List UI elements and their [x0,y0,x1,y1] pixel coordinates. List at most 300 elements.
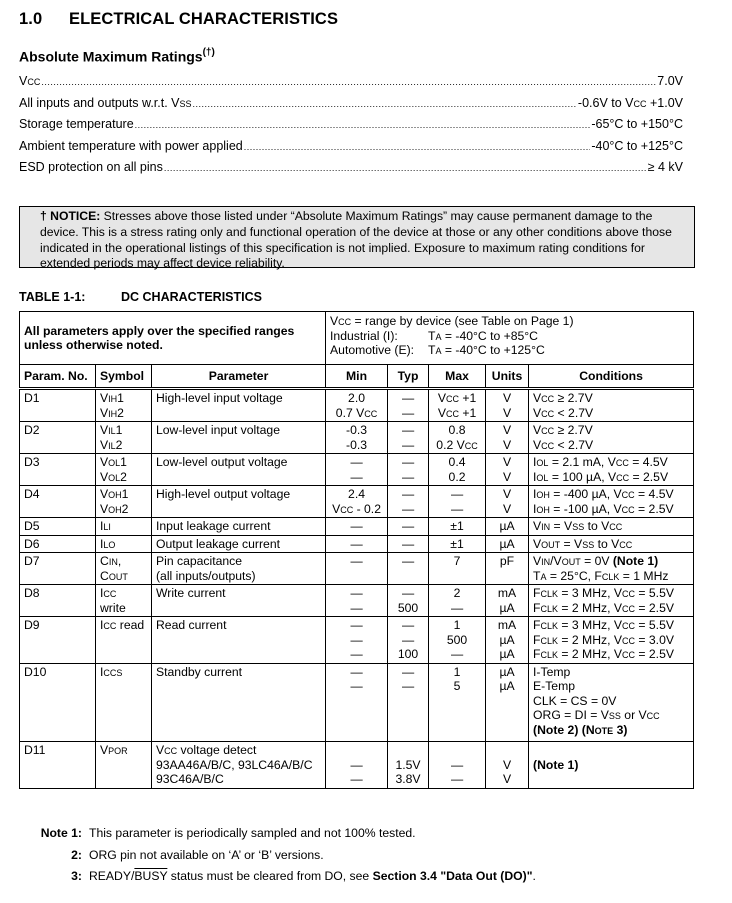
cell-min [326,422,388,454]
cell-units [486,454,529,486]
cell-parameter [152,454,326,486]
cell-line: VCC voltage detect [156,743,257,757]
cell-parameter [152,585,326,617]
notice-box [19,206,695,271]
cell-param [20,422,96,454]
cell-line: ILO [100,536,116,551]
cell-conditions [529,617,694,664]
cell-line: IOH = -100 µA, VCC = 2.5V [533,501,674,516]
table-title: DC CHARACTERISTICS [121,290,262,304]
note-text: This parameter is periodically sampled and not 100% tested. [89,826,416,840]
cell-line: CLK = CS = 0V [533,693,617,708]
cell-line: µA [499,647,515,661]
rating-value: -65°C to +150°C [591,117,683,131]
note-label: Note 1: [40,826,82,840]
cell-line: VOH2 [100,501,129,516]
cell-line: V [502,501,512,516]
cell-conditions [529,742,694,789]
cell-line: ±1 [450,536,464,551]
cell-max [429,454,486,486]
cell-line: V [502,391,512,405]
table-row [20,518,694,536]
cell-line: — [401,554,415,568]
rating-value: 7.0V [657,74,683,88]
cell-line: D10 [24,664,47,679]
rating-value: -40°C to +125°C [591,138,683,153]
cell-max [429,486,486,518]
cell-line: — [350,632,363,647]
table-row [20,486,694,518]
cell-units [486,535,529,553]
cell-line: VOL1 [100,455,127,469]
cell-line: µA [499,536,515,551]
cell-line: Pin capacitance [156,554,243,568]
table-notes [36,826,536,891]
cell-min [326,742,388,789]
cell-line: VCC - 0.2 [332,501,381,516]
cell-line: — [401,679,415,693]
cell-line: D9 [24,618,40,632]
cell-line: 93AA46A/B/C, 93LC46A/B/C [156,757,313,772]
cell-line: — [350,772,363,786]
cell-line: V [502,772,512,786]
cell-units [486,585,529,617]
cell-typ [388,486,429,518]
cell-line: µA [499,679,515,693]
cell-line: VCC ≥ 2.7V [533,391,593,405]
cell-line: 1 [453,618,461,632]
vcc-range-text: VCC = range by device (see Table on Page 1) [330,314,574,328]
cell-line: VOH1 [100,487,129,501]
cell-line: IOL = 100 µA, VCC = 2.5V [533,469,669,484]
cell-line: IOH = -400 µA, VCC = 4.5V [533,487,674,501]
cell-line: 0.4 [448,455,466,469]
rating-row [19,117,683,139]
rating-value: ≥ 4 kV [647,160,683,174]
cell-line: write [100,600,126,615]
header-symbol: Symbol [96,365,152,389]
table-number: TABLE 1-1: [19,290,86,304]
rating-value: -0.6V to VCC +1.0V [577,95,683,110]
table-row [20,454,694,486]
cell-line: IOL = 2.1 mA, VCC = 4.5V [533,455,668,469]
cell-line: FCLK = 3 MHz, VCC = 5.5V [533,618,674,632]
cell-line: (Note 1) [533,757,579,772]
cell-symbol [96,617,152,664]
dot-leader [164,163,647,173]
cell-line: D5 [24,519,40,533]
cell-line: 100 [397,647,419,661]
cell-line: ICC read [100,618,145,632]
cell-line: FCLK = 2 MHz, VCC = 2.5V [533,600,674,615]
cell-conditions [529,535,694,553]
cell-line: VIL2 [100,437,123,452]
cell-min [326,617,388,664]
cell-line: VIL1 [100,423,123,437]
table-row [20,422,694,454]
cell-line: — [401,391,415,405]
cell-conditions [529,454,694,486]
cell-line: — [450,600,464,615]
rating-label: ESD protection on all pins [19,160,163,174]
cell-min [326,535,388,553]
cell-line: 93C46A/B/C [156,772,224,786]
cell-line: VCC +1 [437,391,477,405]
cell-line: V [502,455,512,469]
cell-typ [388,454,429,486]
table-row [20,617,694,664]
cell-line: ICC [100,586,117,600]
note-label: 3: [71,869,82,883]
cell-parameter [152,535,326,553]
cell-line: VOUT = VSS to VCC [533,536,633,551]
notice-text: Stresses above those listed under “Absolute Maximum Ratings” may cause permanent damage to the device. This is a stress rating only and functional operation of the device at those or any other conditions above those indicated in the operational listings of this specification is not implied. Exposure to maximum rating conditions for extended periods may affect device reliability. [40,209,672,271]
cell-line: µA [499,600,515,615]
cell-line: — [401,437,415,452]
cell-min [326,663,388,742]
cell-line: — [350,469,363,484]
cell-units [486,617,529,664]
section-number: 1.0 [19,10,43,28]
cell-typ [388,422,429,454]
cell-line: — [350,586,363,600]
cell-min [326,389,388,422]
rating-row [19,160,683,182]
cell-param [20,486,96,518]
header-param-no: Param. No. [20,365,96,389]
cell-line [330,743,383,758]
cell-line: V [502,437,512,452]
cell-line: Standby current [156,664,243,679]
cell-symbol [96,585,152,617]
cell-line: D4 [24,487,40,501]
cell-line: — [350,455,363,469]
cell-line: — [450,772,464,786]
intro-right-cell [326,312,694,365]
cell-max [429,422,486,454]
cell-max [429,617,486,664]
cell-line: µA [499,519,515,533]
cell-line: 5 [453,679,461,693]
cell-line: D8 [24,586,40,600]
cell-line: 3.8V [395,772,421,786]
cell-param [20,454,96,486]
cell-line: — [401,423,415,437]
cell-units [486,518,529,536]
cell-line: 2 [453,586,461,600]
cell-line: ICCS [100,664,123,679]
cell-line: FCLK = 2 MHz, VCC = 3.0V [533,632,674,647]
automotive-value: TA = -40°C to +125°C [428,343,545,357]
cell-line: — [350,618,363,632]
dagger-superscript: (†) [202,47,215,58]
cell-parameter [152,617,326,664]
cell-symbol [96,454,152,486]
cell-line: µA [499,632,515,647]
cell-symbol [96,663,152,742]
cell-line [433,743,481,758]
cell-line: (Note 2) (Note 3) [533,722,628,737]
dot-leader [244,142,591,152]
cell-typ [388,535,429,553]
cell-line: D11 [24,743,46,757]
cell-line: Read current [156,618,227,632]
cell-line: 7 [453,554,461,568]
cell-line: VCC ≥ 2.7V [533,423,593,437]
cell-line: V [502,405,512,420]
cell-symbol [96,422,152,454]
cell-typ [388,553,429,585]
cell-line: 1.5V [395,757,421,772]
table-row [20,585,694,617]
cell-line: 0.7 VCC [335,405,378,420]
rating-row [19,74,683,96]
cell-symbol [96,535,152,553]
cell-line: — [401,536,415,551]
cell-line: High-level input voltage [156,391,283,405]
cell-line: D2 [24,423,40,437]
cell-line: 0.8 [448,423,466,437]
cell-line: ±1 [450,519,464,533]
cell-line: E-Temp [533,679,576,693]
cell-line: D7 [24,554,40,568]
industrial-label: Industrial (I): [330,328,398,343]
cell-line: — [401,664,415,679]
cell-line: — [401,405,415,420]
cell-param [20,518,96,536]
cell-line: D6 [24,536,40,551]
cell-units [486,389,529,422]
abs-max-heading [19,48,215,65]
cell-line: VPOR [100,743,128,757]
note-text: READY/BUSY status must be cleared from DO, see Section 3.4 "Data Out (DO)". [89,869,536,883]
cell-line [490,743,524,758]
cell-units [486,553,529,585]
industrial-range [330,329,689,344]
cell-line: — [350,647,363,661]
cell-max [429,518,486,536]
cell-units [486,486,529,518]
cell-max [429,742,486,789]
cell-line: mA [497,618,517,632]
cell-conditions [529,422,694,454]
dot-leader [193,99,577,109]
cell-line: — [350,679,363,693]
cell-max [429,663,486,742]
cell-parameter [152,389,326,422]
cell-line: Low-level input voltage [156,423,280,437]
header-conditions: Conditions [529,365,694,389]
cell-line: — [350,664,363,679]
cell-line: VCC +1 [437,405,477,420]
section-heading [19,10,338,29]
cell-max [429,389,486,422]
cell-line: — [350,757,363,772]
cell-conditions [529,518,694,536]
table-row [20,535,694,553]
cell-units [486,663,529,742]
cell-min [326,486,388,518]
table-header-row [20,365,694,389]
cell-line: — [401,586,415,600]
cell-line: 1 [453,664,461,679]
cell-line: (all inputs/outputs) [156,568,256,583]
cell-line: — [450,487,464,501]
cell-max [429,553,486,585]
section-title: ELECTRICAL CHARACTERISTICS [69,10,339,28]
cell-line: — [401,487,415,501]
abs-max-ratings-list [19,74,683,182]
cell-parameter [152,742,326,789]
cell-line: µA [499,664,515,679]
cell-line: VIH1 [100,391,124,405]
header-max: Max [429,365,486,389]
cell-line: — [401,618,415,632]
cell-line: VIH2 [100,405,124,420]
cell-line [392,743,424,758]
section-reference-link[interactable]: Section 3.4 "Data Out (DO)" [372,869,533,883]
cell-line: — [401,632,415,647]
cell-line: — [350,536,363,551]
cell-line: — [450,757,464,772]
cell-min [326,518,388,536]
cell-conditions [529,663,694,742]
cell-typ [388,742,429,789]
cell-units [486,422,529,454]
cell-line: VCC < 2.7V [533,437,594,452]
cell-typ [388,617,429,664]
cell-max [429,585,486,617]
automotive-label: Automotive (E): [330,343,415,357]
cell-param [20,742,96,789]
cell-line: — [350,554,363,568]
cell-symbol [96,553,152,585]
cell-parameter [152,663,326,742]
cell-param [20,617,96,664]
cell-line: — [350,600,363,615]
cell-conditions [529,553,694,585]
cell-line: COUT [100,568,128,583]
cell-line: 2.4 [348,487,365,501]
cell-line: Input leakage current [156,519,271,533]
cell-param [20,389,96,422]
dot-leader [41,77,656,87]
cell-param [20,535,96,553]
automotive-range [330,343,689,358]
cell-line: D3 [24,455,40,469]
cell-line: — [401,519,415,533]
dot-leader [135,120,591,130]
cell-line: 500 [397,600,419,615]
cell-line: Write current [156,586,226,600]
cell-min [326,553,388,585]
cell-line: ILI [100,519,111,533]
header-parameter: Parameter [152,365,326,389]
cell-line: ORG = DI = VSS or VCC [533,708,660,722]
table-row [20,742,694,789]
cell-line: VIN = VSS to VCC [533,519,623,533]
cell-typ [388,518,429,536]
cell-parameter [152,422,326,454]
note-item [36,869,536,891]
cell-line: CIN, [100,554,122,568]
cell-line: — [401,469,415,484]
cell-line: VIN/VOUT = 0V (Note 1) [533,554,659,568]
abs-max-title: Absolute Maximum Ratings [19,48,203,65]
cell-conditions [529,389,694,422]
cell-param [20,585,96,617]
cell-symbol [96,518,152,536]
rating-label: VCC [19,74,41,88]
cell-param [20,553,96,585]
cell-min [326,585,388,617]
cell-line: VCC < 2.7V [533,405,594,420]
cell-symbol [96,486,152,518]
cell-symbol [96,742,152,789]
rating-label: Ambient temperature with power applied [19,138,243,153]
rating-label: Storage temperature [19,117,134,131]
cell-line: -0.3 [346,423,368,437]
header-min: Min [326,365,388,389]
intro-left-cell: All parameters apply over the specified ranges unless otherwise noted. [20,312,326,365]
cell-line: 500 [446,632,468,647]
table-intro-row [20,312,694,365]
cell-symbol [96,389,152,422]
cell-line: I-Temp [533,664,571,679]
cell-line: Low-level output voltage [156,455,288,469]
cell-line: V [502,423,512,437]
notice-label: † NOTICE: [40,209,101,223]
cell-line: V [502,469,512,484]
cell-line: 2.0 [348,391,365,405]
cell-param [20,663,96,742]
cell-parameter [152,486,326,518]
cell-line: High-level output voltage [156,487,291,501]
cell-line: V [502,487,512,501]
cell-conditions [529,585,694,617]
table-row [20,663,694,742]
header-units: Units [486,365,529,389]
cell-line: 0.2 VCC [436,437,478,452]
cell-units [486,742,529,789]
note-item [36,848,536,870]
table-caption [19,290,262,304]
cell-typ [388,585,429,617]
cell-line: V [502,757,512,772]
rating-label: All inputs and outputs w.r.t. VSS [19,95,192,110]
cell-line: FCLK = 3 MHz, VCC = 5.5V [533,586,674,600]
note-label: 2: [71,847,82,862]
cell-line: — [450,501,464,516]
cell-line: — [450,647,464,661]
cell-line: — [350,519,363,533]
cell-parameter [152,518,326,536]
rating-row [19,139,683,161]
cell-min [326,454,388,486]
cell-line: pF [499,554,515,568]
table-row [20,389,694,422]
note-item [36,826,536,848]
header-typ: Typ [388,365,429,389]
cell-line: — [401,501,415,516]
dc-characteristics-table [19,311,694,789]
note-text: ORG pin not available on ‘A’ or ‘B’ versions. [89,847,324,862]
cell-line: D1 [24,391,40,405]
rating-row [19,96,683,118]
cell-conditions [529,486,694,518]
cell-line: 0.2 [448,469,466,484]
cell-line: mA [497,586,517,600]
